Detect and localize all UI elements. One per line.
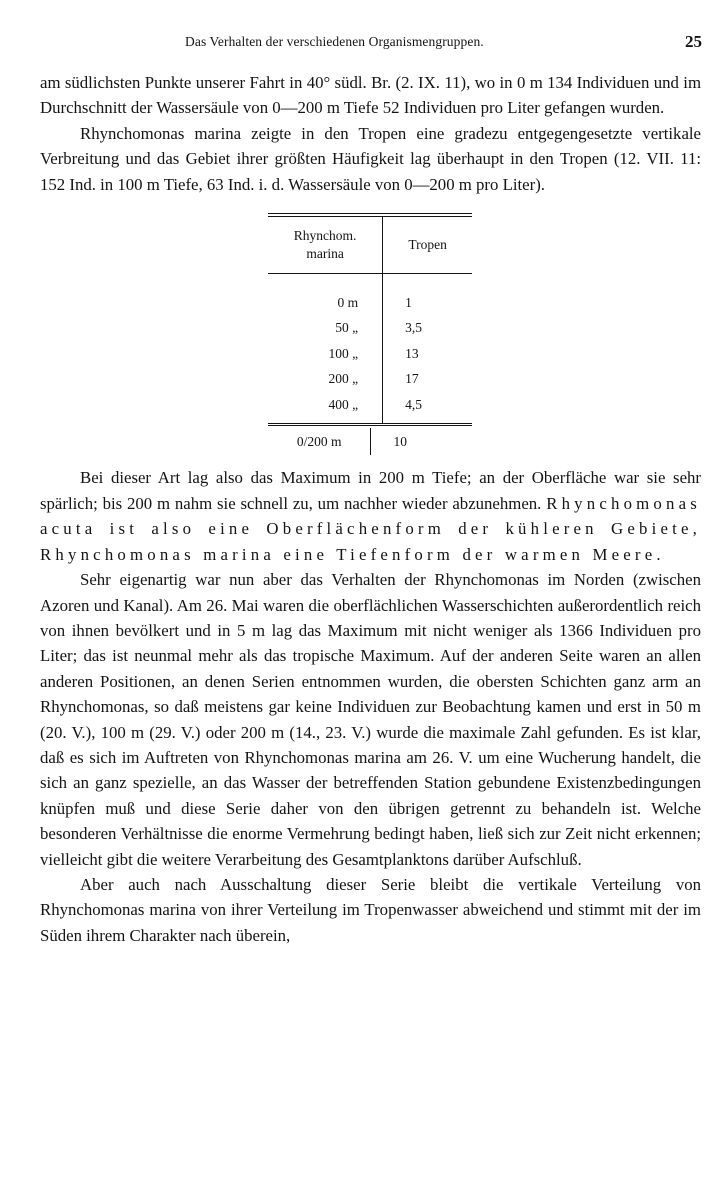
table-row bbox=[268, 315, 472, 340]
paragraph-5: Aber auch nach Ausschaltung dieser Serie bleibt die vertikale Verteilung von Rhynchomonas marina von ihrer Verteilung im Tropenwasser abweichend und stimmt mit der im Süden ihrem Charakter nach überein, bbox=[40, 874, 701, 945]
table-header-species bbox=[268, 215, 383, 274]
table-row bbox=[268, 274, 472, 316]
table-header-region: Tropen bbox=[383, 215, 472, 274]
table-row bbox=[268, 366, 472, 391]
running-title: Das Verhalten der verschiedenen Organismengruppen. bbox=[185, 34, 484, 49]
depth-cell: 100 „ bbox=[268, 341, 383, 366]
depth-cell: 400 „ bbox=[268, 392, 383, 425]
paragraph-1: am südlichsten Punkte unserer Fahrt in 40° südl. Br. (2. IX. 11), wo in 0 m 134 Individuen und im Durchschnitt der Wassersäule von 0—200 m Tiefe 52 Individuen pro Liter gefangen wurden. bbox=[40, 73, 701, 118]
summary-depth-cell: 0/200 m bbox=[268, 428, 371, 455]
paragraph-3-spaced-text: Rhynchomonas acuta ist also eine Oberflächenform der kühleren Gebiete, Rhynchomonas marina eine Tiefenform der warmen Meere. bbox=[40, 493, 701, 564]
depth-table bbox=[268, 213, 472, 455]
summary-row bbox=[268, 428, 472, 455]
depth-cell: 0 m bbox=[268, 274, 383, 316]
paragraph-3 bbox=[40, 465, 701, 567]
depth-table-main bbox=[268, 213, 472, 426]
table-header-row bbox=[268, 215, 472, 274]
paragraph-3-text: Bei dieser Art lag also das Maximum in 200 m Tiefe; an der Oberfläche war sie sehr spärlich; bis 200 m nahm sie schnell zu, um nachher wieder abzunehmen. bbox=[40, 468, 701, 513]
value-cell: 1 bbox=[405, 295, 412, 311]
species-name-line1: Rhynchom. bbox=[293, 228, 357, 244]
body-text bbox=[40, 70, 701, 948]
summary-value-cell: 10 bbox=[393, 434, 407, 450]
value-cell: 4,5 bbox=[405, 396, 423, 412]
value-cell: 3,5 bbox=[405, 320, 423, 336]
paragraph-4: Sehr eigenartig war nun aber das Verhalten der Rhynchomonas im Norden (zwischen Azoren und Kanal). Am 26. Mai waren die oberflächlichen Wasserschichten außerordentlich reich von ihnen bevölkert und in 5 m lag das Maximum mit nicht weniger als 1366 Individuen pro Liter; das ist neunmal mehr als das tropische Maximum. Auf der anderen Seite waren an allen anderen Positionen, an denen Serien entnommen wurden, die obersten Schichten ganz arm an Rhynchomonas, so daß meistens gar keine Individuen zur Beobachtung kamen und erst in 50 m (20. V.), 100 m (29. V.) oder 200 m (14., 23. V.) wurde die maximale Zahl gefunden. Es ist klar, daß es sich im Auftreten von Rhynchomonas marina am 26. V. um eine Wucherung handelt, die sich an ganz spezielle, an das Wasser der betreffenden Station gebundene Existenzbedingungen knüpfen muß und diese Serie daher von den übrigen getrennt zu behandeln ist. Welche besonderen Verhältnisse die enorme Vermehrung bedingt haben, ließ sich zur Zeit nicht erkennen; vielleicht gibt die weitere Verarbeitung des Gesamtplanktons darüber Aufschluß. bbox=[40, 570, 701, 869]
table-row bbox=[268, 392, 472, 425]
depth-table-summary bbox=[268, 428, 472, 455]
paragraph-2: Rhynchomonas marina zeigte in den Tropen eine gradezu entgegengesetzte vertikale Verbreitung und das Gebiet ihrer größten Häufigkeit lag überhaupt in den Tropen (12. VII. 11: 152 Ind. in 100 m Tiefe, 63 Ind. i. d. Wassersäule von 0—200 m pro Liter). bbox=[40, 123, 701, 194]
table-row bbox=[268, 341, 472, 366]
page-number: 25 bbox=[685, 32, 702, 51]
value-cell: 17 bbox=[405, 371, 419, 387]
species-name-line2: marina bbox=[306, 246, 344, 262]
value-cell: 13 bbox=[405, 345, 419, 361]
depth-cell: 50 „ bbox=[268, 315, 383, 340]
running-head bbox=[40, 32, 702, 56]
depth-cell: 200 „ bbox=[268, 366, 383, 391]
